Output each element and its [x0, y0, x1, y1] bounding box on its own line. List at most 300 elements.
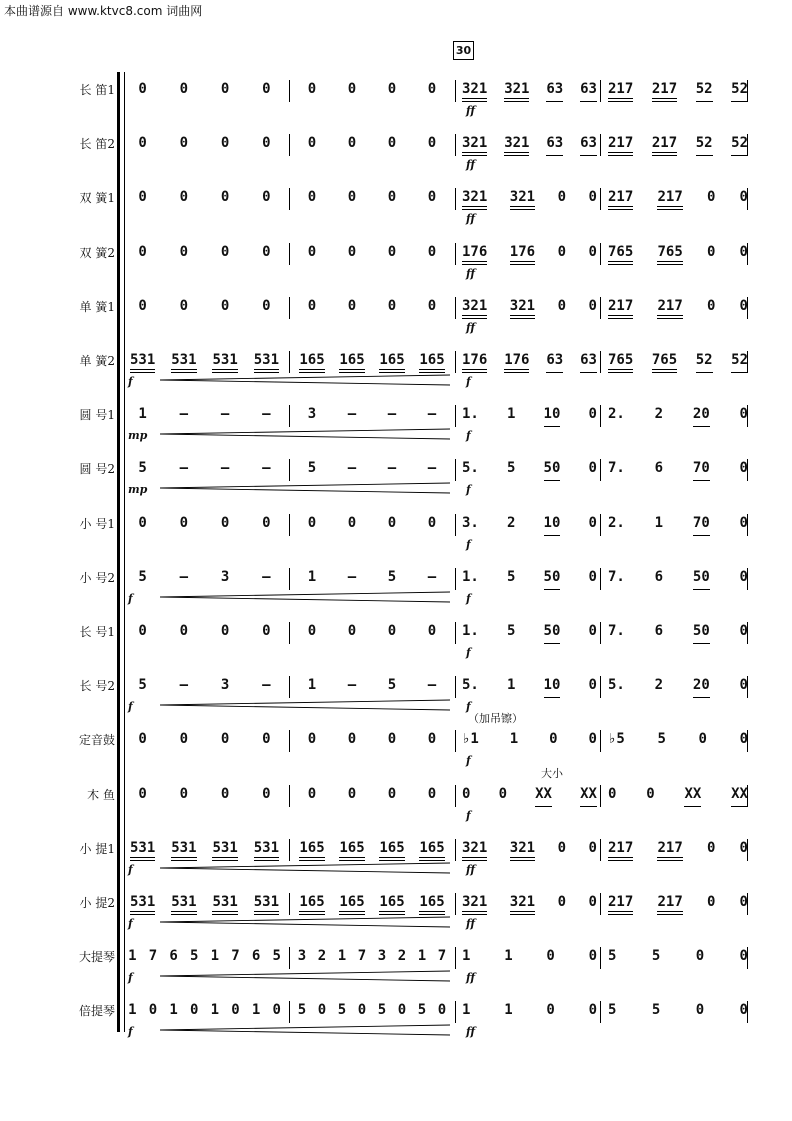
dynamic-marking: f — [466, 591, 471, 605]
note-token: 50 — [543, 568, 561, 585]
note-token: 1 — [654, 514, 664, 531]
note-token: – — [347, 568, 357, 585]
barline — [747, 1001, 748, 1023]
note-token: 0 — [220, 189, 230, 206]
measure-m4 — [608, 298, 748, 316]
barline — [600, 839, 601, 861]
note-token: – — [427, 568, 437, 585]
note-token: 0 — [695, 1002, 705, 1019]
note-token: 0 — [347, 135, 357, 152]
note-token: 0 — [427, 81, 437, 97]
crescendo-hairpin — [160, 1024, 450, 1036]
note-token: 0 — [739, 514, 748, 531]
note-token: 5 — [506, 460, 516, 477]
note-token: 217 — [608, 189, 634, 206]
note-token: 0 — [347, 785, 357, 802]
note-token: 765 — [608, 352, 634, 368]
measure-m2 — [292, 406, 452, 424]
note-token: 165 — [379, 839, 405, 856]
note-token: 0 — [739, 1002, 748, 1019]
note-token: – — [262, 568, 271, 585]
note-token: 0 — [179, 135, 189, 152]
dynamic-marking: f — [466, 537, 471, 551]
note-token: 0 — [387, 731, 397, 748]
measure-m3 — [462, 569, 597, 587]
barline — [455, 676, 456, 698]
note-token: 0 — [546, 1002, 555, 1019]
measure-m1 — [122, 623, 287, 641]
note-token: XX — [731, 785, 748, 802]
note-token: 2. — [608, 514, 625, 531]
note-token: 0 — [138, 189, 147, 206]
instrument-name: 单 簧1 — [79, 299, 115, 314]
note-token: 0 — [307, 731, 317, 748]
barline — [747, 459, 748, 481]
note-token: 217 — [657, 297, 683, 314]
note-token: 0 — [347, 731, 357, 748]
note-token: – — [427, 677, 437, 694]
barline — [455, 405, 456, 427]
measure-m2 — [292, 840, 452, 858]
instrument-name: 单 簧2 — [79, 354, 115, 368]
note-token: 1 — [506, 406, 516, 423]
note-token: 3 — [220, 677, 230, 694]
note-token: 70 — [692, 514, 710, 531]
barline — [289, 785, 290, 807]
measure-m3 — [462, 244, 597, 262]
measure-m2 — [292, 460, 452, 478]
staff-row — [0, 775, 792, 829]
instrument-name: 双 簧1 — [79, 191, 115, 206]
note-token: 176 — [462, 352, 488, 368]
dynamic-marking: ff — [466, 104, 476, 117]
measure-m1 — [122, 1002, 287, 1020]
measure-m3 — [462, 135, 597, 153]
note-token: 0 — [307, 135, 317, 152]
measure-m1 — [122, 569, 287, 587]
dynamic-marking: ff — [466, 158, 476, 172]
note-token: 0 — [695, 948, 705, 965]
crescendo-hairpin — [160, 428, 450, 440]
staff-row — [0, 395, 792, 449]
measure-m1 — [122, 948, 287, 966]
note-token: 765 — [657, 243, 683, 260]
note-token: 0 — [307, 189, 317, 206]
staff-row — [0, 720, 792, 774]
note-token: 0 — [148, 1002, 158, 1019]
note-token: 0 — [739, 839, 748, 856]
note-token: 0 — [698, 731, 707, 748]
note-token: 0 — [272, 1002, 281, 1019]
note-token: 2 — [654, 677, 664, 694]
staff-row — [0, 233, 792, 287]
note-token: 0 — [179, 623, 189, 639]
note-token: 0 — [588, 1002, 597, 1019]
dynamic-marking: ff — [466, 917, 476, 930]
crescendo-hairpin — [160, 699, 450, 711]
note-token: 765 — [651, 352, 678, 368]
dynamic-marking: mp — [128, 429, 148, 443]
dynamic-marking: f — [128, 1025, 133, 1039]
note-token: 0 — [347, 514, 357, 531]
note-token: 0 — [739, 623, 748, 639]
crescendo-hairpin — [160, 970, 450, 982]
note-token: 20 — [692, 406, 710, 423]
note-token: 5 — [138, 568, 147, 585]
staff-row — [0, 883, 792, 937]
instrument-name: 木 鱼 — [87, 787, 115, 802]
note-token: 1 — [504, 1002, 513, 1019]
note-token: 531 — [253, 352, 280, 368]
note-token: 5 — [387, 568, 397, 585]
note-token: 0 — [387, 623, 397, 639]
note-token: 2 — [317, 948, 327, 965]
barline — [289, 459, 290, 481]
note-token: 321 — [462, 81, 488, 97]
note-token: 0 — [262, 189, 271, 206]
source-header: 本曲谱源自 www.ktvc8.com 词曲网 — [4, 4, 203, 18]
note-token: 1 — [307, 568, 317, 585]
note-token: 52 — [695, 352, 713, 368]
note-token: 0 — [427, 731, 437, 748]
note-token: XX — [684, 785, 702, 802]
note-token: 165 — [299, 839, 325, 856]
measure-m3 — [462, 948, 597, 966]
note-token: 0 — [220, 623, 230, 639]
staff-row — [0, 287, 792, 341]
measure-m1 — [122, 189, 287, 207]
note-token: 0 — [706, 243, 716, 260]
note-token: 165 — [339, 894, 365, 910]
note-token: 1 — [169, 1002, 178, 1019]
note-token: 0 — [262, 514, 271, 531]
note-token: 0 — [262, 785, 271, 802]
note-token: 50 — [692, 568, 710, 585]
staff-row — [0, 178, 792, 232]
instrument-name: 双 簧2 — [79, 245, 115, 260]
note-token: 5 — [272, 948, 281, 965]
dynamic-marking: f — [466, 754, 471, 768]
note-token: – — [179, 568, 189, 585]
note-token: 6 — [654, 568, 664, 585]
note-token: 52 — [731, 352, 748, 368]
barline — [455, 568, 456, 590]
note-token: 10 — [543, 677, 561, 694]
note-token: 0 — [588, 568, 597, 585]
barline — [455, 243, 456, 265]
measure-m3 — [462, 515, 597, 533]
instrument-name: 长 笛1 — [79, 83, 115, 97]
measure-m2 — [292, 786, 452, 804]
note-token: 176 — [462, 243, 488, 260]
note-token: 1 — [307, 677, 317, 694]
note-token: 0 — [138, 514, 147, 531]
measure-m2 — [292, 244, 452, 262]
barline — [289, 839, 290, 861]
note-token: 0 — [220, 297, 230, 314]
barline — [600, 134, 601, 156]
dynamic-marking: f — [128, 971, 133, 985]
barline — [289, 568, 290, 590]
note-token: 0 — [138, 785, 147, 802]
note-token: ♭5 — [608, 731, 625, 748]
crescendo-hairpin — [160, 482, 450, 494]
note-token: 7. — [608, 623, 625, 639]
note-token: 165 — [339, 352, 365, 368]
measure-m1 — [122, 894, 287, 912]
note-token: 0 — [179, 243, 189, 260]
note-token: 0 — [347, 81, 357, 97]
barline — [747, 514, 748, 536]
measure-m4 — [608, 352, 748, 370]
note-token: 531 — [212, 352, 238, 368]
note-token: 0 — [739, 677, 748, 694]
dynamic-marking: f — [466, 700, 471, 714]
note-token: 0 — [739, 948, 748, 965]
barline — [747, 730, 748, 752]
note-token: 1 — [210, 948, 220, 965]
note-token: 50 — [543, 623, 561, 639]
note-token: 52 — [731, 81, 748, 97]
note-token: 0 — [387, 81, 397, 97]
barline — [747, 622, 748, 644]
barline — [289, 893, 290, 915]
note-token: 0 — [739, 406, 748, 423]
note-token: 1 — [337, 948, 347, 965]
note-token: 531 — [171, 839, 197, 856]
barline — [289, 676, 290, 698]
note-token: 0 — [739, 568, 748, 585]
barline — [455, 459, 456, 481]
measure-m4 — [608, 406, 748, 424]
barline — [455, 730, 456, 752]
note-token: 0 — [307, 297, 317, 314]
barline — [289, 1001, 290, 1023]
note-token: 531 — [129, 894, 156, 910]
measure-m1 — [122, 731, 287, 749]
measure-m4 — [608, 948, 748, 966]
measure-m3 — [462, 1002, 597, 1020]
dynamic-marking: f — [466, 808, 471, 822]
measure-m1 — [122, 460, 287, 478]
note-token: 321 — [462, 839, 488, 856]
note-token: 0 — [179, 514, 189, 531]
note-token: 0 — [179, 297, 189, 314]
note-token: 63 — [580, 135, 597, 152]
note-token: 0 — [179, 81, 189, 97]
note-token: 0 — [347, 623, 357, 639]
note-token: 765 — [608, 243, 634, 260]
note-token: 0 — [231, 1002, 240, 1019]
barline — [289, 405, 290, 427]
note-token: 0 — [739, 460, 748, 477]
barline — [600, 514, 601, 536]
dynamic-marking: ff — [466, 971, 476, 985]
staff-row — [0, 558, 792, 612]
note-token: 2 — [654, 406, 664, 423]
instrument-name: 倍提琴 — [78, 1004, 115, 1019]
barline — [600, 568, 601, 590]
note-token: 0 — [307, 623, 317, 639]
note-token: 7. — [608, 460, 625, 477]
note-token: 50 — [543, 460, 561, 477]
note-token: 5 — [608, 948, 617, 965]
note-token: 0 — [427, 514, 437, 531]
note-token: 5. — [462, 677, 479, 694]
note-token: 6 — [654, 460, 664, 477]
note-token: 3 — [377, 948, 387, 965]
note-token: 1 — [210, 1002, 220, 1019]
note-token: 0 — [557, 243, 567, 260]
measure-m4 — [608, 81, 748, 99]
measure-m2 — [292, 298, 452, 316]
barline — [747, 188, 748, 210]
note-token: 5. — [462, 460, 479, 477]
barline — [600, 188, 601, 210]
note-token: 0 — [588, 623, 597, 639]
note-token: 0 — [557, 894, 567, 910]
note-token: 1 — [504, 948, 513, 965]
barline — [455, 1001, 456, 1023]
dynamic-marking: f — [466, 483, 471, 497]
instrument-name: 小 号2 — [79, 570, 115, 585]
note-token: 0 — [588, 731, 597, 748]
barline — [455, 351, 456, 373]
barline — [289, 134, 290, 156]
note-token: 0 — [138, 243, 147, 260]
note-token: 1 — [506, 677, 516, 694]
barline — [600, 622, 601, 644]
note-token: 0 — [608, 785, 617, 802]
note-token: 176 — [504, 352, 530, 368]
note-token: 0 — [588, 189, 597, 206]
note-token: 0 — [138, 81, 147, 97]
note-token: 321 — [462, 135, 488, 152]
note-token: 7. — [608, 568, 625, 585]
dynamic-marking: f — [466, 375, 471, 388]
note-token: 321 — [509, 894, 536, 910]
dynamic-marking: ff — [466, 862, 476, 876]
note-token: 0 — [317, 1002, 327, 1019]
note-token: 176 — [509, 243, 536, 260]
note-token: 63 — [546, 352, 564, 368]
barline — [289, 730, 290, 752]
note-token: 10 — [543, 406, 561, 423]
note-token: 5 — [417, 1002, 427, 1019]
staff-row — [0, 70, 792, 124]
note-token: 0 — [220, 785, 230, 802]
note-token: – — [262, 406, 271, 423]
measure-m3 — [462, 677, 597, 695]
instrument-name: 长 笛2 — [79, 137, 115, 152]
note-token: 0 — [427, 189, 437, 206]
note-token: 0 — [387, 297, 397, 314]
note-token: 6 — [654, 623, 664, 639]
note-token: XX — [535, 785, 552, 802]
timpani-annotation: （加吊镲） — [468, 712, 523, 725]
dynamic-marking: f — [128, 700, 133, 714]
barline — [747, 243, 748, 265]
note-token: 0 — [189, 1002, 199, 1019]
barline — [600, 893, 601, 915]
note-token: 0 — [427, 135, 437, 152]
note-token: 2 — [506, 514, 516, 531]
note-token: 6 — [251, 948, 261, 965]
note-token: 52 — [695, 81, 713, 97]
note-token: 165 — [419, 894, 445, 910]
note-token: 1. — [462, 623, 479, 639]
instrument-name: 小 提1 — [79, 841, 115, 856]
dynamic-marking: f — [128, 862, 133, 876]
note-token: 217 — [657, 189, 683, 206]
measure-m4 — [608, 840, 748, 858]
barline — [747, 893, 748, 915]
barline — [289, 947, 290, 969]
barline — [455, 188, 456, 210]
measure-m2 — [292, 81, 452, 99]
note-token: 3 — [307, 406, 317, 423]
barline — [289, 188, 290, 210]
measure-m1 — [122, 298, 287, 316]
rehearsal-mark: 30 — [453, 41, 474, 60]
note-token: 0 — [262, 731, 271, 748]
note-token: 0 — [262, 243, 271, 260]
crescendo-hairpin — [160, 862, 450, 874]
note-token: 217 — [608, 135, 634, 152]
note-token: 0 — [739, 731, 748, 748]
note-token: 52 — [731, 135, 748, 152]
note-token: 0 — [546, 948, 555, 965]
note-token: 531 — [171, 352, 197, 368]
note-token: 0 — [262, 81, 271, 97]
note-token: 3 — [220, 568, 230, 585]
note-token: 0 — [179, 731, 189, 748]
note-token: 0 — [706, 297, 716, 314]
note-token: 0 — [262, 135, 271, 152]
note-token: 1 — [138, 406, 147, 423]
note-token: 0 — [347, 297, 357, 314]
note-token: 5 — [657, 731, 666, 748]
note-token: 5 — [307, 460, 317, 477]
measure-m2 — [292, 623, 452, 641]
note-token: 1. — [462, 568, 479, 585]
note-token: 0 — [437, 1002, 447, 1019]
note-token: 165 — [299, 352, 325, 368]
note-token: 0 — [179, 785, 189, 802]
note-token: 531 — [253, 894, 280, 910]
note-token: 1 — [251, 1002, 261, 1019]
measure-m3 — [462, 460, 597, 478]
barline — [747, 785, 748, 807]
note-token: 63 — [580, 352, 597, 368]
barline — [455, 80, 456, 102]
note-token: – — [427, 460, 437, 477]
note-token: 0 — [706, 839, 716, 856]
note-token: 0 — [427, 623, 437, 639]
note-token: 217 — [608, 839, 634, 856]
note-token: 321 — [504, 135, 530, 152]
note-token: 321 — [509, 297, 536, 314]
measure-m2 — [292, 135, 452, 153]
dynamic-marking: ff — [466, 1025, 476, 1039]
note-token: 0 — [357, 1002, 367, 1019]
note-token: 1 — [128, 1002, 137, 1019]
measure-m1 — [122, 677, 287, 695]
note-token: 5 — [506, 568, 516, 585]
note-token: 7 — [357, 948, 367, 965]
woodblock-annotation: 大小 — [541, 767, 563, 780]
note-token: 5 — [297, 1002, 307, 1019]
